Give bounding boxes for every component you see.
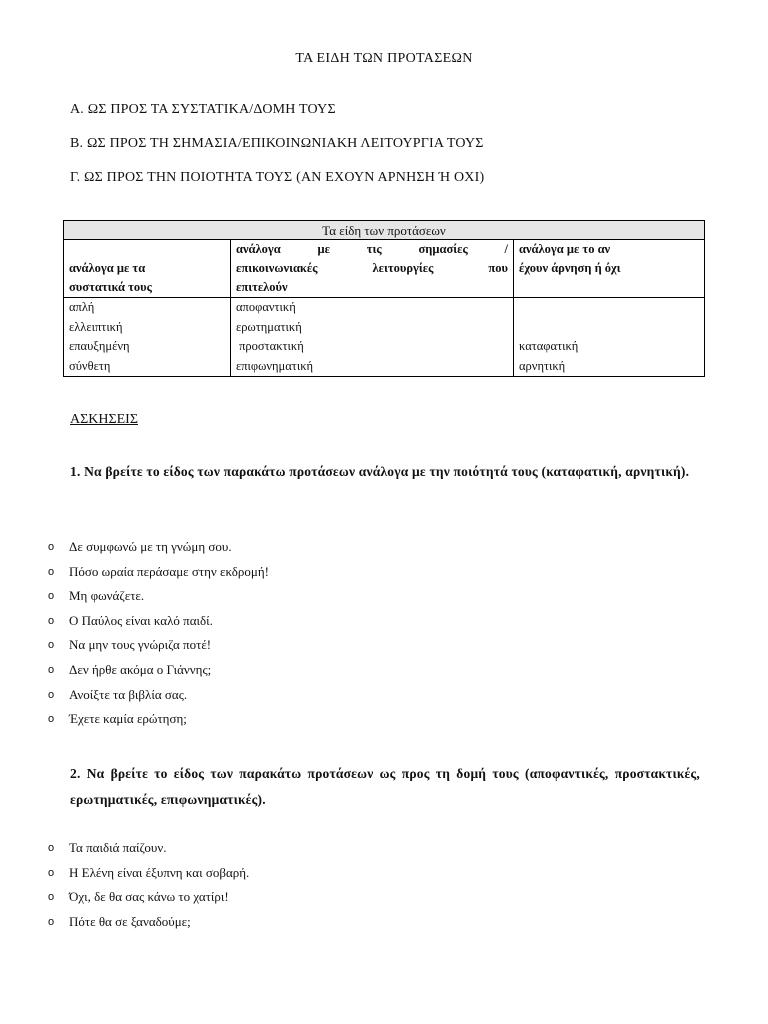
bullet-marker: o	[48, 891, 55, 904]
bullet-marker: o	[48, 663, 55, 676]
list-item	[0, 560, 768, 585]
list-item	[0, 910, 768, 935]
table-cell: σύνθετη	[69, 358, 111, 373]
bullet-marker: o	[48, 915, 55, 928]
table-cell: αποφαντική	[236, 300, 296, 314]
task-1-prompt: 1. Να βρείτε το είδος των παρακάτω προτάσεων ανάλογα με την ποιότητά τους (καταφατική, αρνητική).	[70, 464, 690, 479]
document-title: ΤΑ ΕΙΔΗ ΤΩΝ ΠΡΟΤΑΣΕΩΝ	[295, 51, 473, 66]
list-item	[0, 861, 768, 886]
list-item	[0, 633, 768, 658]
list-item-text: Ανοίξτε τα βιβλία σας.	[69, 686, 188, 702]
list-item-text: Η Ελένη είναι έξυπνη και σοβαρή.	[69, 864, 250, 880]
table-header-structure	[64, 240, 231, 298]
heading-structure: Α. ΩΣ ΠΡΟΣ ΤΑ ΣΥΣΤΑΤΙΚΑ/ΔΟΜΗ ΤΟΥΣ	[70, 102, 336, 117]
table-header-quality	[514, 240, 705, 298]
sentence-types-table	[63, 220, 705, 377]
list-item-text: Όχι, δε θα σας κάνω το χατίρι!	[69, 889, 229, 905]
header-line: επιτελούν	[236, 280, 288, 294]
list-item-text: Να μην τους γνώριζα ποτέ!	[69, 637, 212, 653]
bullet-marker: o	[48, 688, 55, 701]
table-cell: απλή	[69, 300, 95, 314]
header-line: ανάλογα με το αν	[519, 242, 611, 256]
list-item-text: Μη φωνάζετε.	[69, 588, 145, 604]
bullet-marker: o	[48, 842, 55, 854]
header-line: ανάλογα με τις σημασίες /	[236, 242, 508, 256]
header-line: επικοινωνιακές λειτουργίες που	[236, 261, 508, 275]
list-item	[0, 535, 768, 560]
table-caption: Τα είδη των προτάσεων	[64, 221, 705, 240]
table-column-quality	[514, 298, 705, 377]
table-cell	[519, 318, 699, 338]
header-line: συστατικά τους	[69, 280, 152, 294]
bullet-marker: o	[48, 639, 55, 652]
bullet-marker: o	[48, 614, 55, 627]
bullet-marker: o	[48, 565, 55, 578]
list-item-text: Δε συμφωνώ με τη γνώμη σου.	[69, 539, 232, 554]
task-2-prompt: 2. Να βρείτε το είδος των παρακάτω προτάσεων ως προς τη δομή τους (αποφαντικές, προστακτικές, ερωτηματικές, επιφωνηματικές).	[70, 766, 700, 807]
table-cell: καταφατική	[519, 339, 579, 353]
task-2-list	[0, 836, 768, 934]
bullet-marker: o	[48, 590, 55, 603]
list-item-text: Έχετε καμία ερώτηση;	[69, 711, 187, 727]
list-item	[0, 609, 768, 634]
heading-quality: Γ. ΩΣ ΠΡΟΣ ΤΗΝ ΠΟΙΟΤΗΤΑ ΤΟΥΣ (ΑΝ ΕΧΟΥΝ ΑΡΝΗΣΗ Ή ΟΧΙ)	[70, 170, 485, 185]
bullet-marker: o	[48, 541, 55, 553]
table-cell: προστακτική	[236, 339, 304, 353]
list-item	[0, 683, 768, 708]
heading-meaning: Β. ΩΣ ΠΡΟΣ ΤΗ ΣΗΜΑΣΙΑ/ΕΠΙΚΟΙΝΩΝΙΑΚΗ ΛΕΙΤΟΥΡΓΙΑ ΤΟΥΣ	[70, 136, 484, 151]
list-item-text: Δεν ήρθε ακόμα ο Γιάννης;	[69, 661, 212, 677]
table-cell	[519, 298, 699, 318]
bullet-marker: o	[48, 713, 55, 726]
header-line: ανάλογα με τα	[69, 261, 146, 275]
table-cell: επιφωνηματική	[236, 358, 314, 373]
list-item-text: Τα παιδιά παίζουν.	[69, 840, 167, 855]
header-line: έχουν άρνηση ή όχι	[519, 261, 621, 275]
list-item	[0, 584, 768, 609]
list-item	[0, 885, 768, 910]
table-column-structure	[64, 298, 231, 377]
bullet-marker: o	[48, 866, 55, 879]
table-cell: επαυξημένη	[69, 339, 130, 353]
task-1-list	[0, 535, 768, 732]
table-header-meaning	[231, 240, 514, 298]
list-item	[0, 707, 768, 732]
table-cell: αρνητική	[519, 358, 566, 373]
list-item-text: Ο Παύλος είναι καλό παιδί.	[69, 612, 213, 628]
table-cell: ερωτηματική	[236, 319, 302, 334]
list-item	[0, 836, 768, 861]
exercises-heading: ΑΣΚΗΣΕΙΣ	[70, 412, 138, 427]
list-item-text: Πόσο ωραία περάσαμε στην εκδρομή!	[69, 563, 269, 579]
list-item	[0, 658, 768, 683]
table-column-meaning	[231, 298, 514, 377]
table-cell: ελλειπτική	[69, 319, 123, 334]
list-item-text: Πότε θα σε ξαναδούμε;	[69, 913, 191, 929]
